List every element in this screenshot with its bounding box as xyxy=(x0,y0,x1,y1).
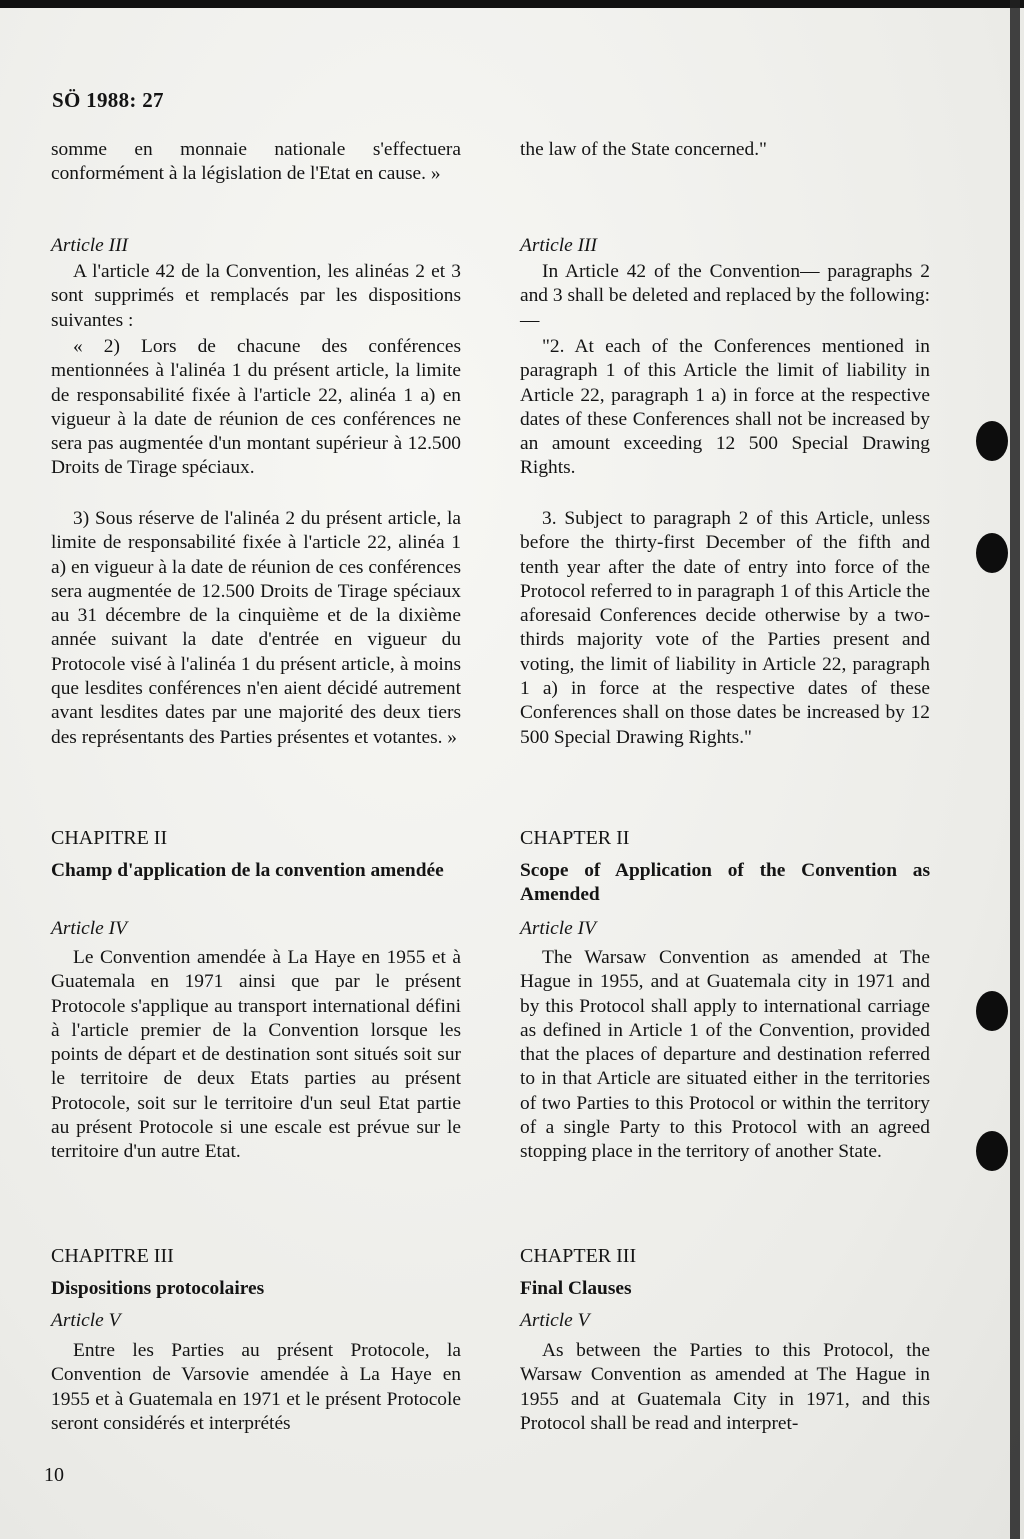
article-3-paragraph-3: 3) Sous réserve de l'alinéa 2 du présent article, la limite de responsabilité fixée à l'article 22, alinéa 1 a) en vigueur à la date de réunion de ces conférences sera augmentée de 12.500 Droits de Tirage spéciaux au 31 décembre de la cinquième et de la dixième année suivant la date d'entrée en vigueur du Protocole visé à l'alinéa 1 du présent article, à moins que lesdites conférences n'en aient décidé autrement avant lesdites dates par une majorité des deux tiers des représentants des Parties présentes et votantes. » xyxy=(51,508,461,748)
chapter-2-heading: CHAPTER II xyxy=(520,827,630,849)
article-4-paragraph: Le Convention amendée à La Haye en 1955 et à Guatemala en 1971 ainsi que par le présent Protocole s'applique au transport international défini à l'article premier de la Convention lorsque les points de départ et de destination sont situés soit sur le territoire de deux Etats parties au présent Protocole, soit sur le territoire d'un seul Etat partie au présent Protocole si une escale est prévue sur le territoire d'un autre Etat. xyxy=(51,947,461,1163)
intro-paragraph: the law of the State concerned." xyxy=(520,139,767,160)
article-3-title: Article III xyxy=(520,235,597,256)
punch-hole-3 xyxy=(976,991,1008,1031)
chapter-2-subtitle: Champ d'application de la convention amendée xyxy=(51,860,444,881)
page-header: SÖ 1988: 27 xyxy=(52,88,164,112)
punch-hole-1 xyxy=(976,421,1008,461)
article-3-title: Article III xyxy=(51,235,128,256)
scan-border-right xyxy=(1010,0,1020,1539)
article-4-title: Article IV xyxy=(51,918,127,939)
article-3-paragraph-2: "2. At each of the Conferences mentioned in paragraph 1 of this Article the limit of liability in Article 22, paragraph 1 a) in force at the respective dates of these Conferences shall not be increased by an amount exceeding 12 500 Special Drawing Rights. xyxy=(520,336,930,479)
article-3-paragraph-1: In Article 42 of the Convention— paragraphs 2 and 3 shall be deleted and replaced by the following: — xyxy=(520,261,930,331)
punch-hole-4 xyxy=(976,1131,1008,1171)
article-4-title: Article IV xyxy=(520,918,596,939)
article-3-paragraph-2: « 2) Lors de chacune des conférences mentionnées à l'alinéa 1 du présent article, la limite de responsabilité fixée à l'article 22, alinéa 1 a) en vigueur à la date de réunion de ces conférences ne sera pas augmentée d'un montant supérieur à 12.500 Droits de Tirage spéciaux. xyxy=(51,336,461,479)
chapter-3-heading: CHAPTER III xyxy=(520,1245,637,1267)
chapter-2-subtitle: Scope of Application of the Convention as Amended xyxy=(520,860,930,906)
article-5-paragraph: As between the Parties to this Protocol, the Warsaw Convention as amended at The Hague in 1955 and at Guatemala City in 1971, and this Protocol shall be read and interpret- xyxy=(520,1340,930,1434)
scan-border-top xyxy=(0,0,1024,8)
article-5-title: Article V xyxy=(51,1310,121,1331)
article-3-paragraph-1: A l'article 42 de la Convention, les alinéas 2 et 3 sont supprimés et remplacés par les dispositions suivantes : xyxy=(51,261,461,331)
article-3-paragraph-3: 3. Subject to paragraph 2 of this Article, unless before the thirty-first December of the fifth and tenth year after the date of entry into force of the Protocol referred to in paragraph 1 of this Article the aforesaid Conferences decide otherwise by a two-thirds majority vote of the Parties present and voting, the limit of liability in Article 22, paragraph 1 a) in force at the respective dates of these Conferences shall on those dates be increased by 12 500 Special Drawing Rights." xyxy=(520,508,930,748)
article-5-title: Article V xyxy=(520,1310,590,1331)
chapter-3-subtitle: Final Clauses xyxy=(520,1278,632,1299)
article-5-paragraph: Entre les Parties au présent Protocole, la Convention de Varsovie amendée à La Haye en 1955 et à Guatemala en 1971 et le présent Protocole seront considérés et interprétés xyxy=(51,1340,461,1434)
article-4-paragraph: The Warsaw Convention as amended at The Hague in 1955, and at Guatemala city in 1971 and by this Protocol shall apply to international carriage as defined in Article 1 of the Convention, provided that the places of departure and destination referred to in that Article are situated either in the territories of two Parties to this Protocol or within the territory of a single Party to this Protocol with an agreed stopping place in the territory of another State. xyxy=(520,947,930,1163)
punch-hole-2 xyxy=(976,533,1008,573)
chapter-3-heading: CHAPITRE III xyxy=(51,1245,174,1267)
intro-paragraph: somme en monnaie nationale s'effectuera conformément à la législation de l'Etat en cause. » xyxy=(51,139,461,185)
chapter-3-subtitle: Dispositions protocolaires xyxy=(51,1278,265,1299)
chapter-2-heading: CHAPITRE II xyxy=(51,827,168,849)
page-number: 10 xyxy=(44,1464,64,1486)
